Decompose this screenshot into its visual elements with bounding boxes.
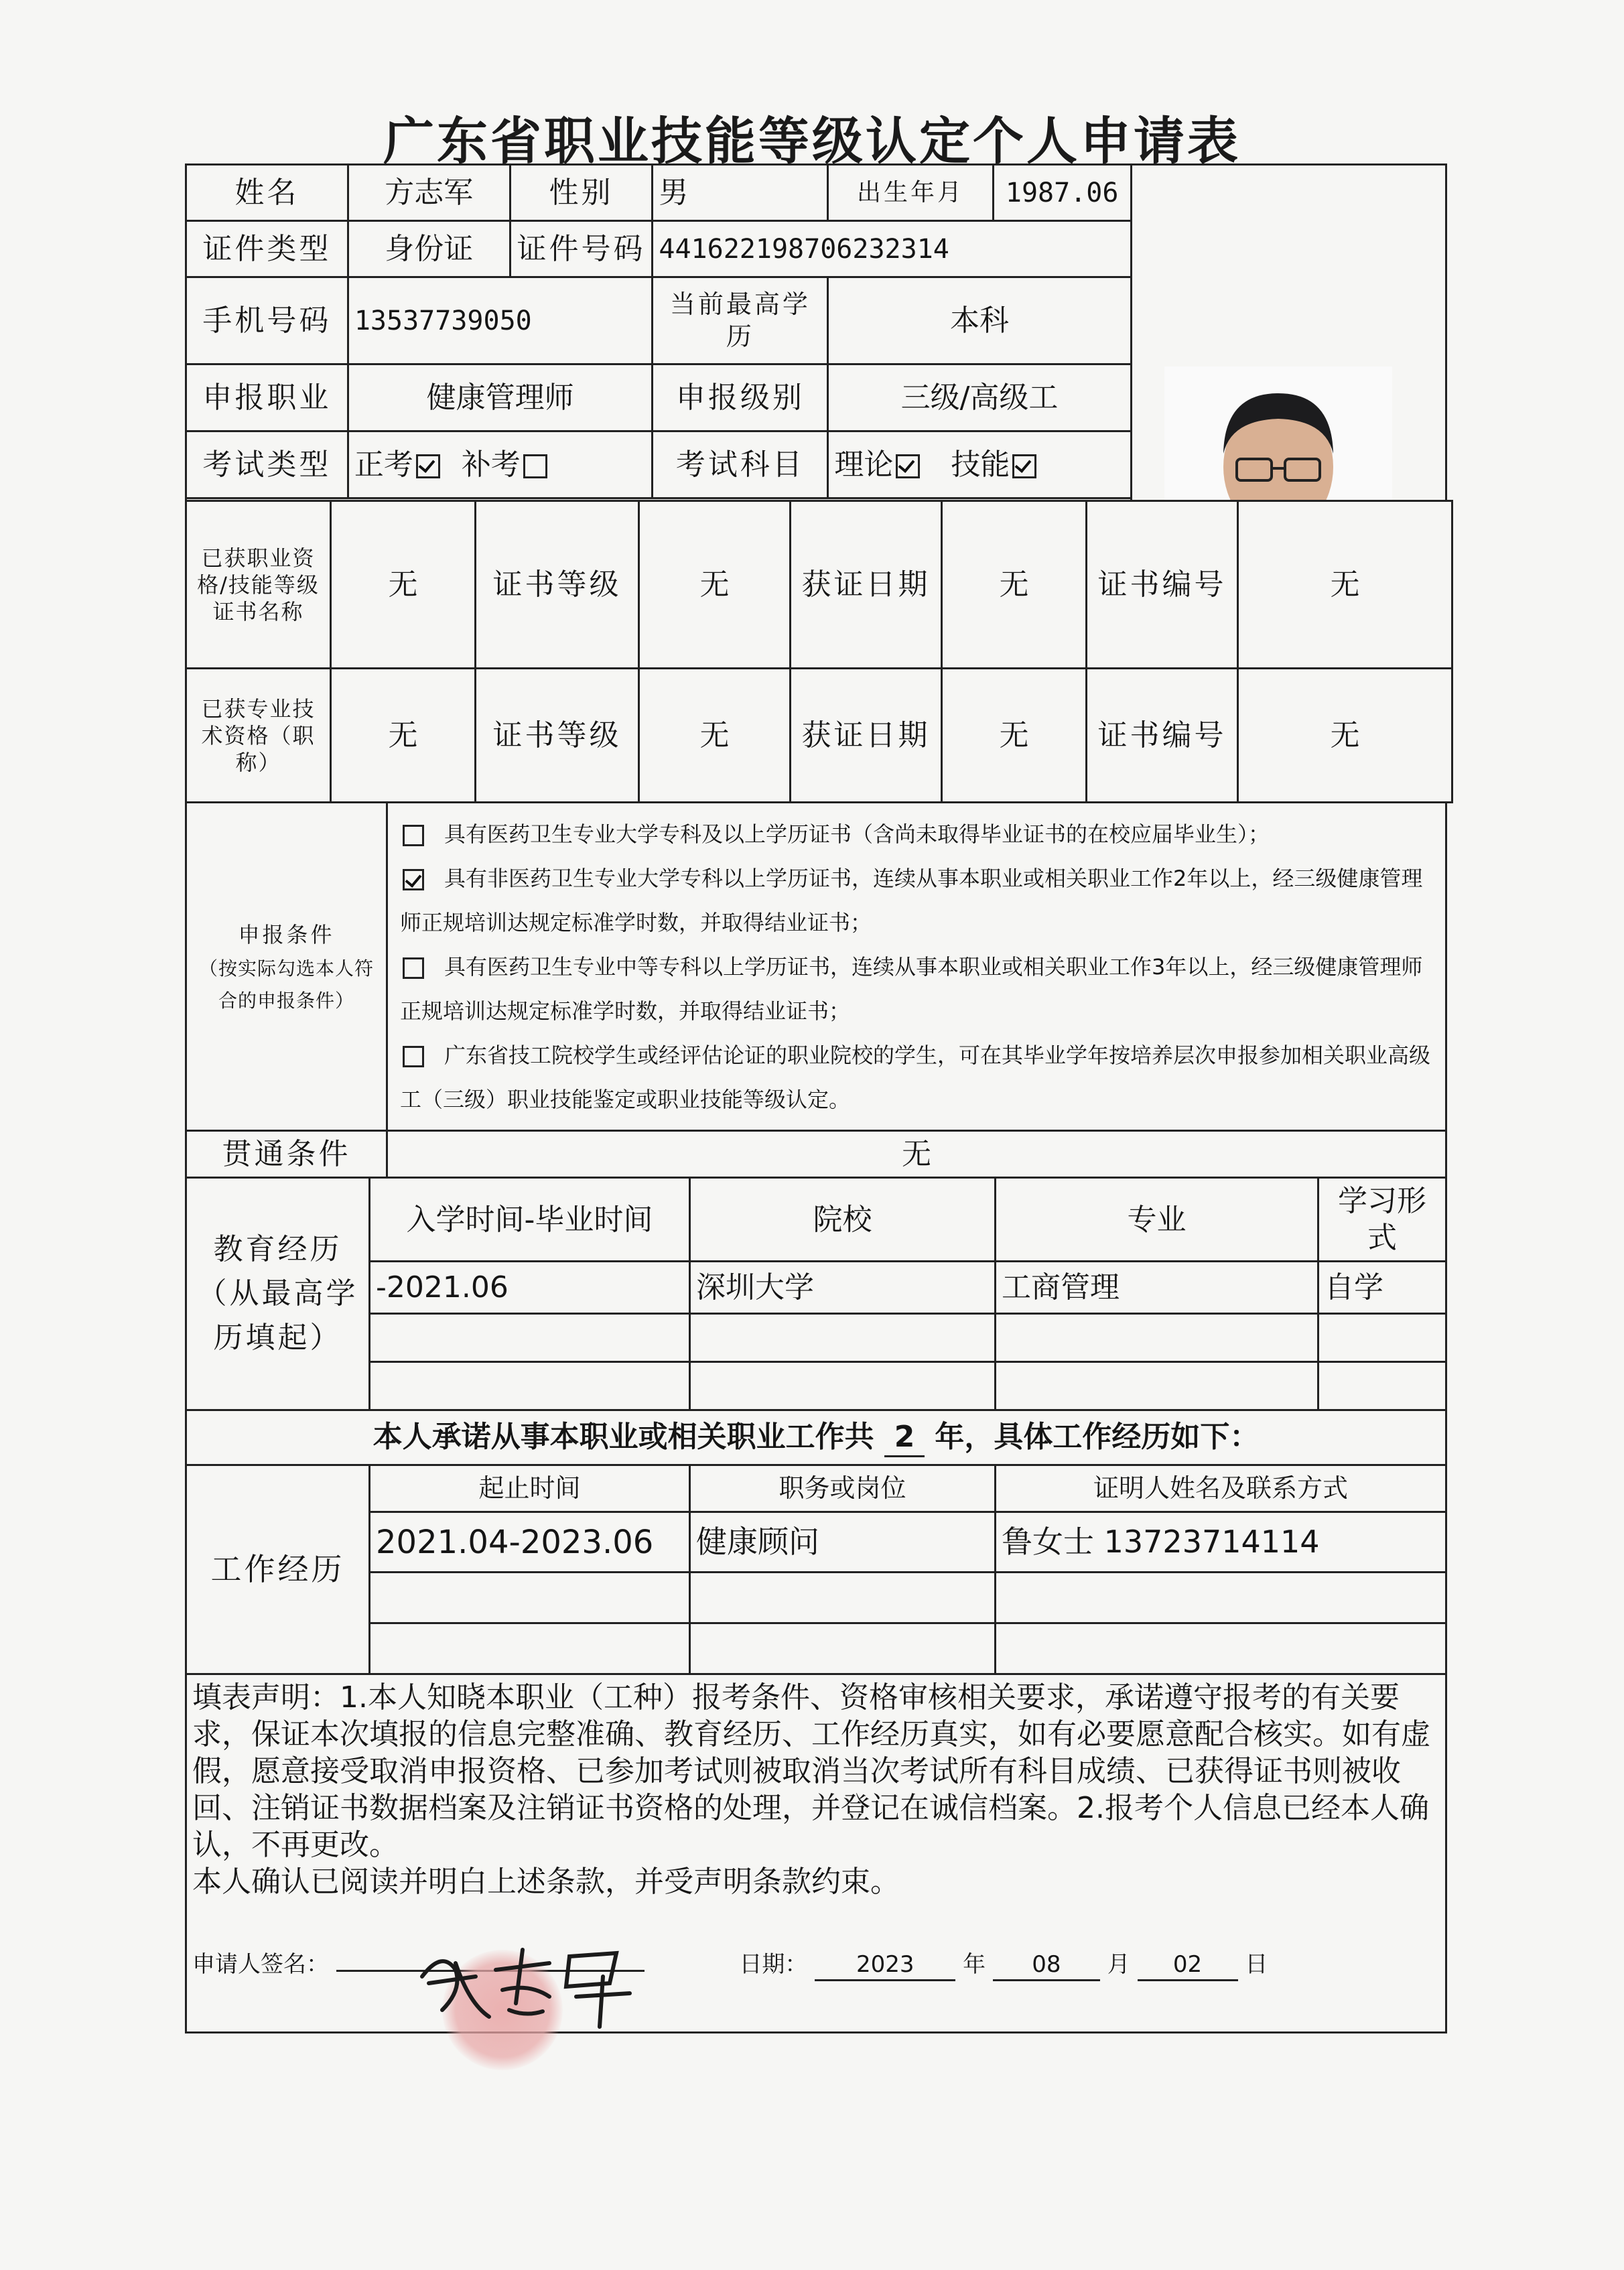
condition-4-text: 广东省技工院校学生或经评估论证的职业院校的学生，可在其毕业学年按培养层次申报参加相关职业高级工（三级）职业技能鉴定或职业技能等级认定。 [400,1042,1431,1112]
occupation-label: 申报职业 [186,364,348,431]
education-level-label: 当前最高学历 [653,277,828,364]
edu-period[interactable] [370,1314,690,1362]
edu-school[interactable] [690,1362,996,1410]
work-reference[interactable] [996,1623,1446,1674]
qualification-date[interactable]: 无 [942,501,1087,669]
year-unit: 年 [963,1951,986,1978]
edu-header-period: 入学时间-毕业时间 [370,1178,690,1262]
subject-skill-label: 技能 [951,448,1010,482]
qualification-name[interactable]: 无 [331,501,476,669]
condition-3-checkbox[interactable] [403,957,424,979]
exam-type-options [348,431,653,498]
occupation-value[interactable]: 健康管理师 [348,364,653,431]
work-reference[interactable]: 鲁女士 13723714114 [996,1512,1446,1573]
id-type-label: 证件类型 [186,221,348,277]
handwritten-signature [415,1936,643,2030]
qualification-grade-label: 证书等级 [476,501,639,669]
date-year[interactable]: 2023 [815,1950,955,1981]
condition-2-checkbox[interactable] [403,869,424,890]
level-value[interactable]: 三级/高级工 [828,364,1131,431]
exam-subject-label: 考试科目 [653,431,828,498]
level-label: 申报级别 [653,364,828,431]
declaration-text: 填表声明：1.本人知晓本职业（工种）报考条件、资格审核相关要求，承诺遵守报考的有关要求，保证本次填报的信息完整准确、教育经历、工作经历真实，如有必要愿意配合核实。如有虚假，愿意接受取消申报资格、已参加考试则被取消当次考试所有科目成绩、已获得证书则被收回、注销证书数据档案及注销证书资格的处理，并登记在诚信档案。2.报考个人信息已经本人确认，不再更改。 [192,1680,1430,1862]
edu-major[interactable] [996,1362,1318,1410]
title-cert-date[interactable]: 无 [942,669,1087,803]
birth-label: 出生年月 [828,165,993,221]
signature-label: 申请人签名： [192,1951,329,1978]
pledge-years[interactable]: 2 [884,1418,925,1457]
declaration-table [185,1673,1447,2033]
birth-value[interactable]: 1987.06 [993,165,1131,221]
edu-header-school: 院校 [690,1178,996,1262]
conditions-label: 申报条件 [238,921,335,947]
condition-3-text: 具有医药卫生专业中等专科以上学历证书，连续从事本职业或相关职业工作3年以上，经三级健康管理师正规培训达规定标准学时数，并取得结业证书； [400,953,1423,1024]
work-position[interactable]: 健康顾问 [690,1512,996,1573]
photo-cell [1131,165,1446,501]
day-unit: 日 [1245,1951,1268,1978]
education-table [185,1177,1447,1411]
qualification-grade[interactable]: 无 [639,501,791,669]
subject-theory-checkbox[interactable] [896,454,920,478]
condition-1-checkbox[interactable] [403,825,424,846]
edu-header-major: 专业 [996,1178,1318,1262]
exam-makeup-checkbox[interactable] [523,454,547,478]
education-label: 教育经历（从最高学历填起） [186,1178,370,1410]
application-form [185,163,1447,2005]
work-position[interactable] [690,1573,996,1623]
exam-subject-options [828,431,1131,498]
basic-info-table [185,163,1447,502]
pledge-suffix: 年，具体工作经历如下： [935,1419,1260,1454]
condition-item [393,856,1440,945]
condition-4-checkbox[interactable] [403,1046,424,1067]
work-period[interactable]: 2021.04-2023.06 [370,1512,690,1573]
through-label: 贯通条件 [186,1131,387,1178]
title-cert-label: 已获专业技术资格（职称） [186,669,331,803]
condition-2-text: 具有非医药卫生专业大学专科以上学历证书，连续从事本职业或相关职业工作2年以上，经三级健康管理师正规培训达规定标准学时数，并取得结业证书； [400,865,1423,935]
title-cert-number-label: 证书编号 [1087,669,1238,803]
signature-row [192,1940,1440,2014]
edu-major[interactable]: 工商管理 [996,1262,1318,1314]
work-position[interactable] [690,1623,996,1674]
edu-major[interactable] [996,1314,1318,1362]
title-cert-grade-label: 证书等级 [476,669,639,803]
work-header-position: 职务或岗位 [690,1465,996,1512]
work-label: 工作经历 [186,1465,370,1674]
name-value[interactable]: 方志军 [348,165,510,221]
date-label: 日期： [739,1951,808,1978]
edu-header-mode: 学习形式 [1318,1178,1446,1262]
conditions-list [387,803,1446,1131]
through-value[interactable]: 无 [387,1131,1446,1178]
name-label: 姓名 [186,165,348,221]
exam-type-label: 考试类型 [186,431,348,498]
qualification-date-label: 获证日期 [791,501,942,669]
title-cert-name[interactable]: 无 [331,669,476,803]
qualification-number[interactable]: 无 [1238,501,1452,669]
condition-item [393,945,1440,1033]
edu-school[interactable]: 深圳大学 [690,1262,996,1314]
exam-makeup-label: 补考 [461,448,521,482]
work-table [185,1409,1447,1675]
phone-value[interactable]: 13537739050 [348,277,653,364]
work-period[interactable] [370,1623,690,1674]
title-cert-number[interactable]: 无 [1238,669,1452,803]
title-cert-date-label: 获证日期 [791,669,942,803]
condition-1-text: 具有医药卫生专业大学专科及以上学历证书（含尚未取得毕业证书的在校应届毕业生）； [444,821,1270,847]
edu-mode[interactable] [1318,1314,1446,1362]
work-period[interactable] [370,1573,690,1623]
conditions-table [185,801,1447,1179]
declaration-confirm: 本人确认已阅读并明白上述条款，并受声明条款约束。 [192,1865,900,1899]
exam-regular-checkbox[interactable] [416,454,440,478]
id-number-value[interactable]: 441622198706232314 [653,221,1131,277]
phone-label: 手机号码 [186,277,348,364]
edu-mode[interactable]: 自学 [1318,1262,1446,1314]
edu-school[interactable] [690,1314,996,1362]
edu-period[interactable] [370,1362,690,1410]
condition-item [393,812,1440,856]
condition-item [393,1033,1440,1122]
subject-skill-checkbox[interactable] [1012,454,1036,478]
declaration-cell [186,1674,1446,2033]
date-month[interactable]: 08 [993,1950,1100,1981]
work-pledge [186,1410,1446,1465]
qualification-label: 已获职业资格/技能等级证书名称 [186,501,331,669]
gender-label: 性别 [510,165,653,221]
edu-period[interactable]: -2021.06 [370,1262,690,1314]
id-number-label: 证件号码 [510,221,653,277]
qualification-number-label: 证书编号 [1087,501,1238,669]
pledge-prefix: 本人承诺从事本职业或相关职业工作共 [373,1419,874,1454]
edu-mode[interactable] [1318,1362,1446,1410]
gender-value[interactable]: 男 [653,165,828,221]
subject-theory-label: 理论 [834,448,894,482]
exam-regular-label: 正考 [354,448,413,482]
month-unit: 月 [1107,1951,1130,1978]
education-level-value[interactable]: 本科 [828,277,1131,364]
conditions-note: （按实际勾选本人符合的申报条件） [198,957,374,1012]
work-reference[interactable] [996,1573,1446,1623]
date-day[interactable]: 02 [1138,1950,1238,1981]
page-title: 广东省职业技能等级认定个人申请表 [383,111,1241,171]
work-header-period: 起止时间 [370,1465,690,1512]
id-type-value[interactable]: 身份证 [348,221,510,277]
certificates-table [185,500,1453,803]
title-cert-grade[interactable]: 无 [639,669,791,803]
work-header-reference: 证明人姓名及联系方式 [996,1465,1446,1512]
conditions-label-cell [186,803,387,1131]
